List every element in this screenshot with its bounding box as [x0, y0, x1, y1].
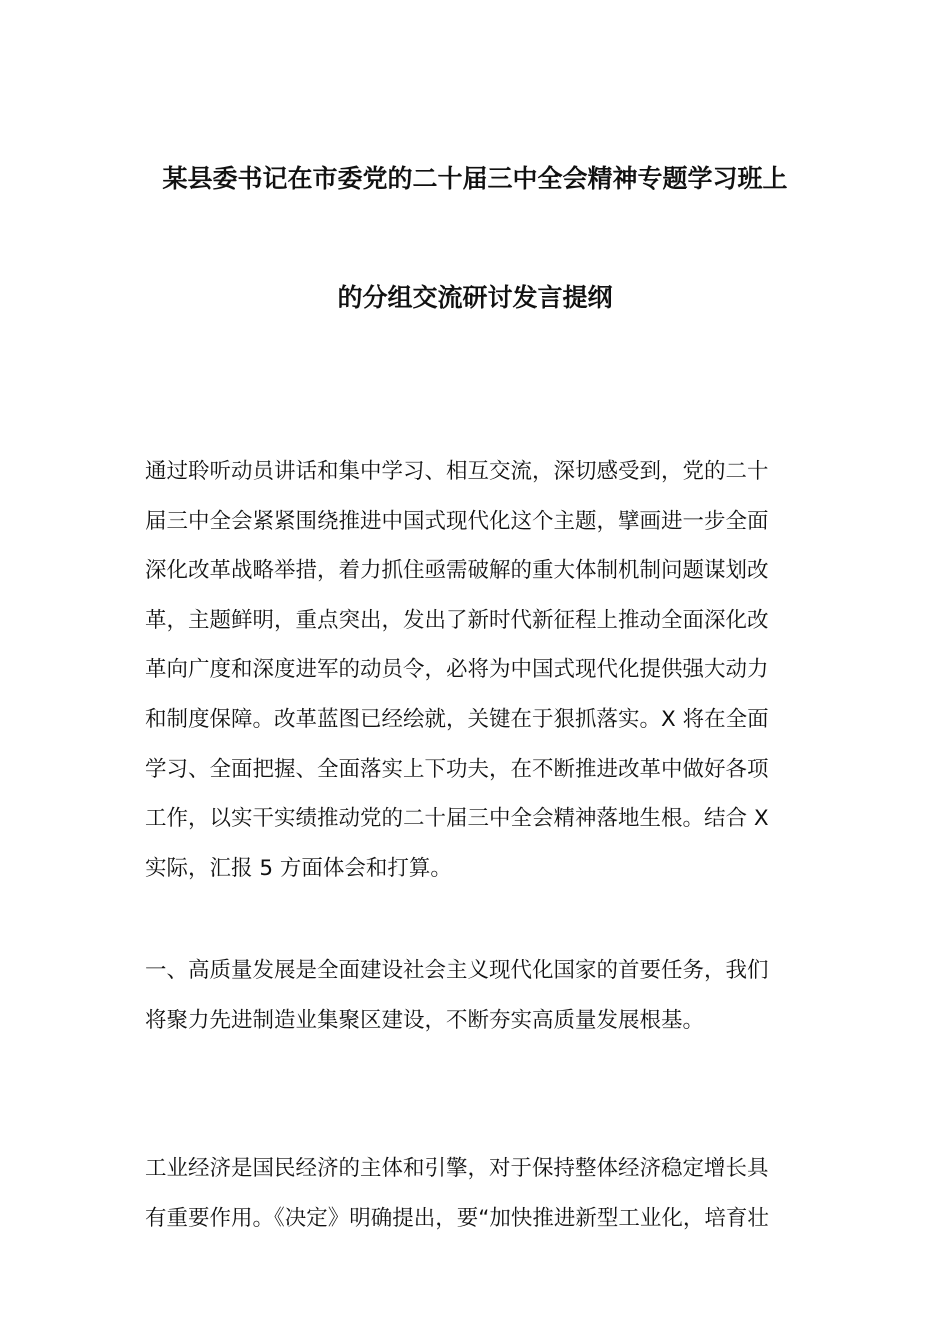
paragraph-line: 有重要作用。《决定》明确提出，要“加快推进新型工业化，培育壮 [145, 1205, 769, 1231]
paragraph-line: 和制度保障。改革蓝图已经绘就，关键在于狠抓落实。X 将在全面 [145, 706, 769, 732]
document-title-line-1: 某县委书记在市委党的二十届三中全会精神专题学习班上 [162, 164, 788, 193]
paragraph-line: 学习、全面把握、全面落实上下功夫，在不断推进改革中做好各项 [145, 756, 769, 782]
paragraph-line: 工业经济是国民经济的主体和引擎，对于保持整体经济稳定增长具 [145, 1156, 769, 1181]
paragraph-line: 革，主题鲜明，重点突出，发出了新时代新征程上推动全面深化改 [145, 607, 769, 633]
document-title-line-2: 的分组交流研讨发言提纲 [337, 283, 613, 312]
paragraph-line: 一、高质量发展是全面建设社会主义现代化国家的首要任务，我们 [145, 958, 769, 983]
paragraph-industrial-economy [145, 1144, 811, 1243]
paragraph-line: 革向广度和深度进军的动员令，必将为中国式现代化提供强大动力 [145, 657, 769, 683]
paragraph-intro [145, 447, 811, 893]
paragraph-line: 将聚力先进制造业集聚区建设，不断夯实高质量发展根基。 [145, 1007, 705, 1033]
paragraph-line: 届三中全会紧紧围绕推进中国式现代化这个主题，擘画进一步全面 [145, 508, 769, 534]
paragraph-line: 通过聆听动员讲话和集中学习、相互交流，深切感受到，党的二十 [145, 459, 769, 484]
section-heading-one [145, 946, 811, 1045]
paragraph-line: 实际，汇报 5 方面体会和打算。 [145, 855, 452, 881]
paragraph-line: 工作，以实干实绩推动党的二十届三中全会精神落地生根。结合 X [145, 806, 769, 832]
paragraph-line: 深化改革战略举措，着力抓住亟需破解的重大体制机制问题谋划改 [145, 558, 769, 584]
